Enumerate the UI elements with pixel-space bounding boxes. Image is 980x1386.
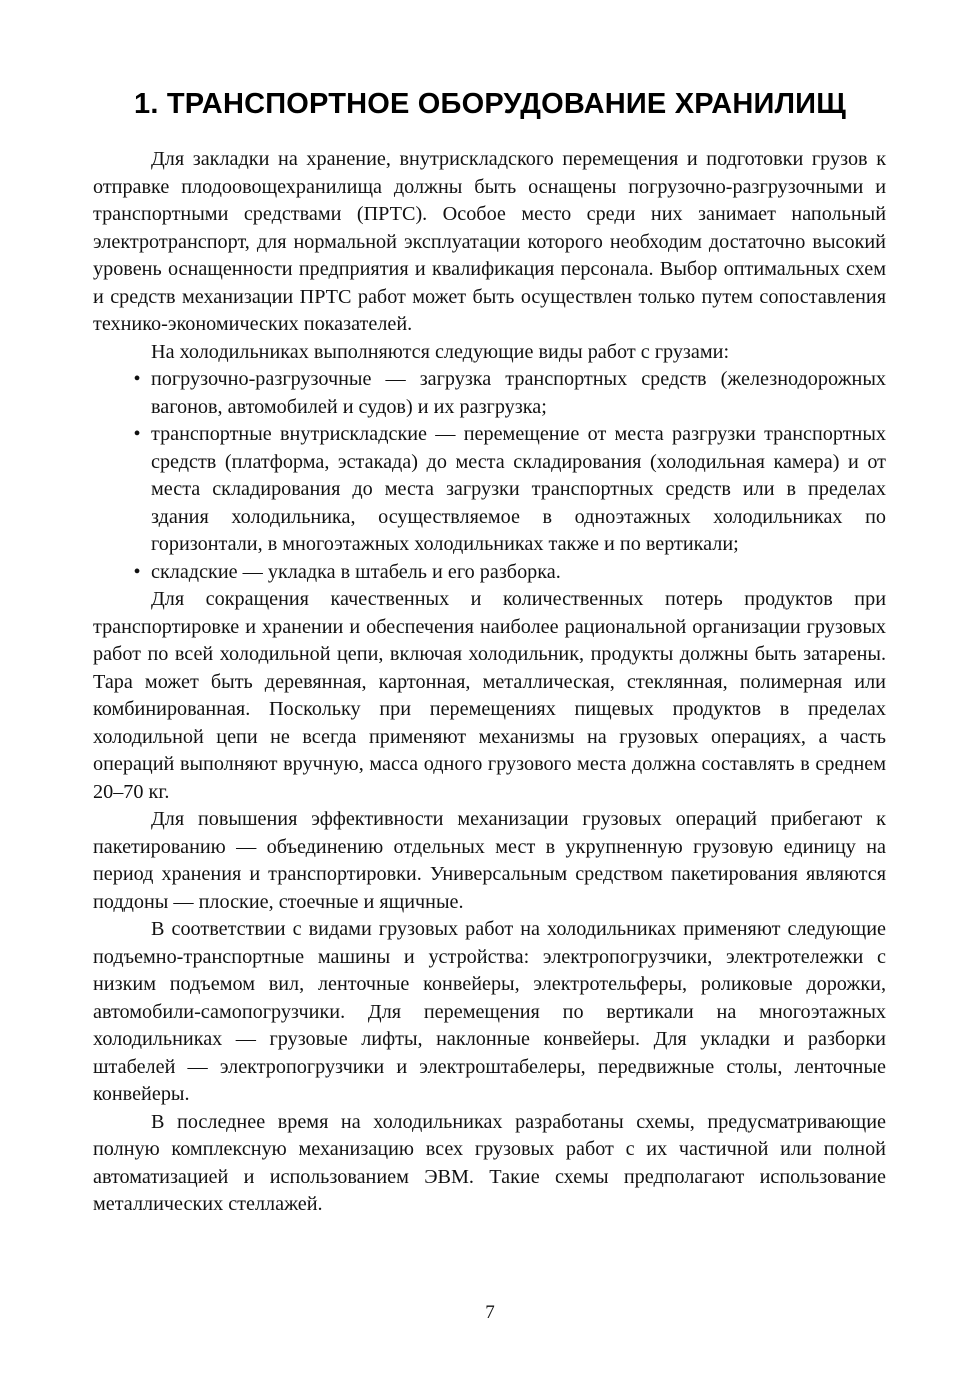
bullet-icon: • xyxy=(133,560,141,583)
bullet-icon: • xyxy=(133,423,141,445)
list-item xyxy=(93,559,886,587)
list-item-text: погрузочно-разгрузочные — загрузка транспортных средств (железнодорожных вагонов, автомобилей и судов) и их разгрузка; xyxy=(151,368,886,418)
list-item-text: складские — укладка в штабель и его разборка. xyxy=(151,560,561,583)
list-item xyxy=(93,366,886,421)
bullet-icon: • xyxy=(133,368,141,390)
work-types-list xyxy=(93,366,886,586)
paragraph-intro: Для закладки на хранение, внутрискладского перемещения и подготовки грузов к отправке плодоовощехранилища должны быть оснащены погрузочно-разгрузочными и транспортными средствами (ПРТС). Особое место среди них занимает напольный электротранспорт, для нормальной эксплуатации которого необходим достаточно высокий уровень оснащенности предприятия и квалификация персонала. Выбор оптимальных схем и средств механизации ПРТС работ может быть осуществлен только путем сопоставления технико-экономических показателей. xyxy=(93,148,886,335)
paragraph-palletizing: Для повышения эффективности механизации грузовых операций прибегают к пакетированию — объединению отдельных мест в укрупненную грузовую единицу на период хранения и транспортировки. Универсальным средством пакетирования являются поддоны — плоские, стоечные и ящичные. xyxy=(93,808,886,913)
document-body xyxy=(93,146,886,1219)
paragraph-packaging: Для сокращения качественных и количественных потерь продуктов при транспортировке и хранении и обеспечения наиболее рациональной организации грузовых работ по всей холодильной цепи, включая холодильник, продукты должны быть затарены. Тара может быть деревянная, картонная, металлическая, стеклянная, полимерная или комбинированная. Поскольку при перемещениях пищевых продуктов в пределах холодильной цепи не всегда применяют механизмы на грузовых операциях, а часть операций выполняют вручную, масса одного грузового места должна составлять в среднем 20–70 кг. xyxy=(93,588,886,803)
paragraph-automation: В последнее время на холодильниках разработаны схемы, предусматривающие полную комплексную механизацию всех грузовых работ с их частичной или полной автоматизацией и использованием ЭВМ. Такие схемы предполагают использование металлических стеллажей. xyxy=(93,1110,886,1215)
paragraph-machines: В соответствии с видами грузовых работ на холодильниках применяют следующие подъемно-транспортные машины и устройства: электропогрузчики, электротележки с низким подъемом вил, ленточные конвейеры, электротельферы, роликовые дорожки, автомобили-самопогрузчики. Для перемещения по вертикали на многоэтажных холодильниках — грузовые лифты, наклонные конвейеры. Для укладки и разборки штабелей — электропогрузчики и электроштабелеры, передвижные столы, ленточные конвейеры. xyxy=(93,918,886,1105)
page-number: 7 xyxy=(485,1302,495,1323)
paragraph-list-lead: На холодильниках выполняются следующие виды работ с грузами: xyxy=(151,340,730,363)
list-item xyxy=(93,421,886,559)
page-title: 1. ТРАНСПОРТНОЕ ОБОРУДОВАНИЕ ХРАНИЛИЩ xyxy=(134,88,846,120)
list-item-text: транспортные внутрискладские — перемещение от места разгрузки транспортных средств (платформа, эстакада) до места складирования (холодильная камера) и от места складирования до места загрузки транспортных средств или в пределах здания холодильника, осуществляемое в одноэтажных холодильниках по горизонтали, в многоэтажных холодильниках также и по вертикали; xyxy=(151,423,886,555)
